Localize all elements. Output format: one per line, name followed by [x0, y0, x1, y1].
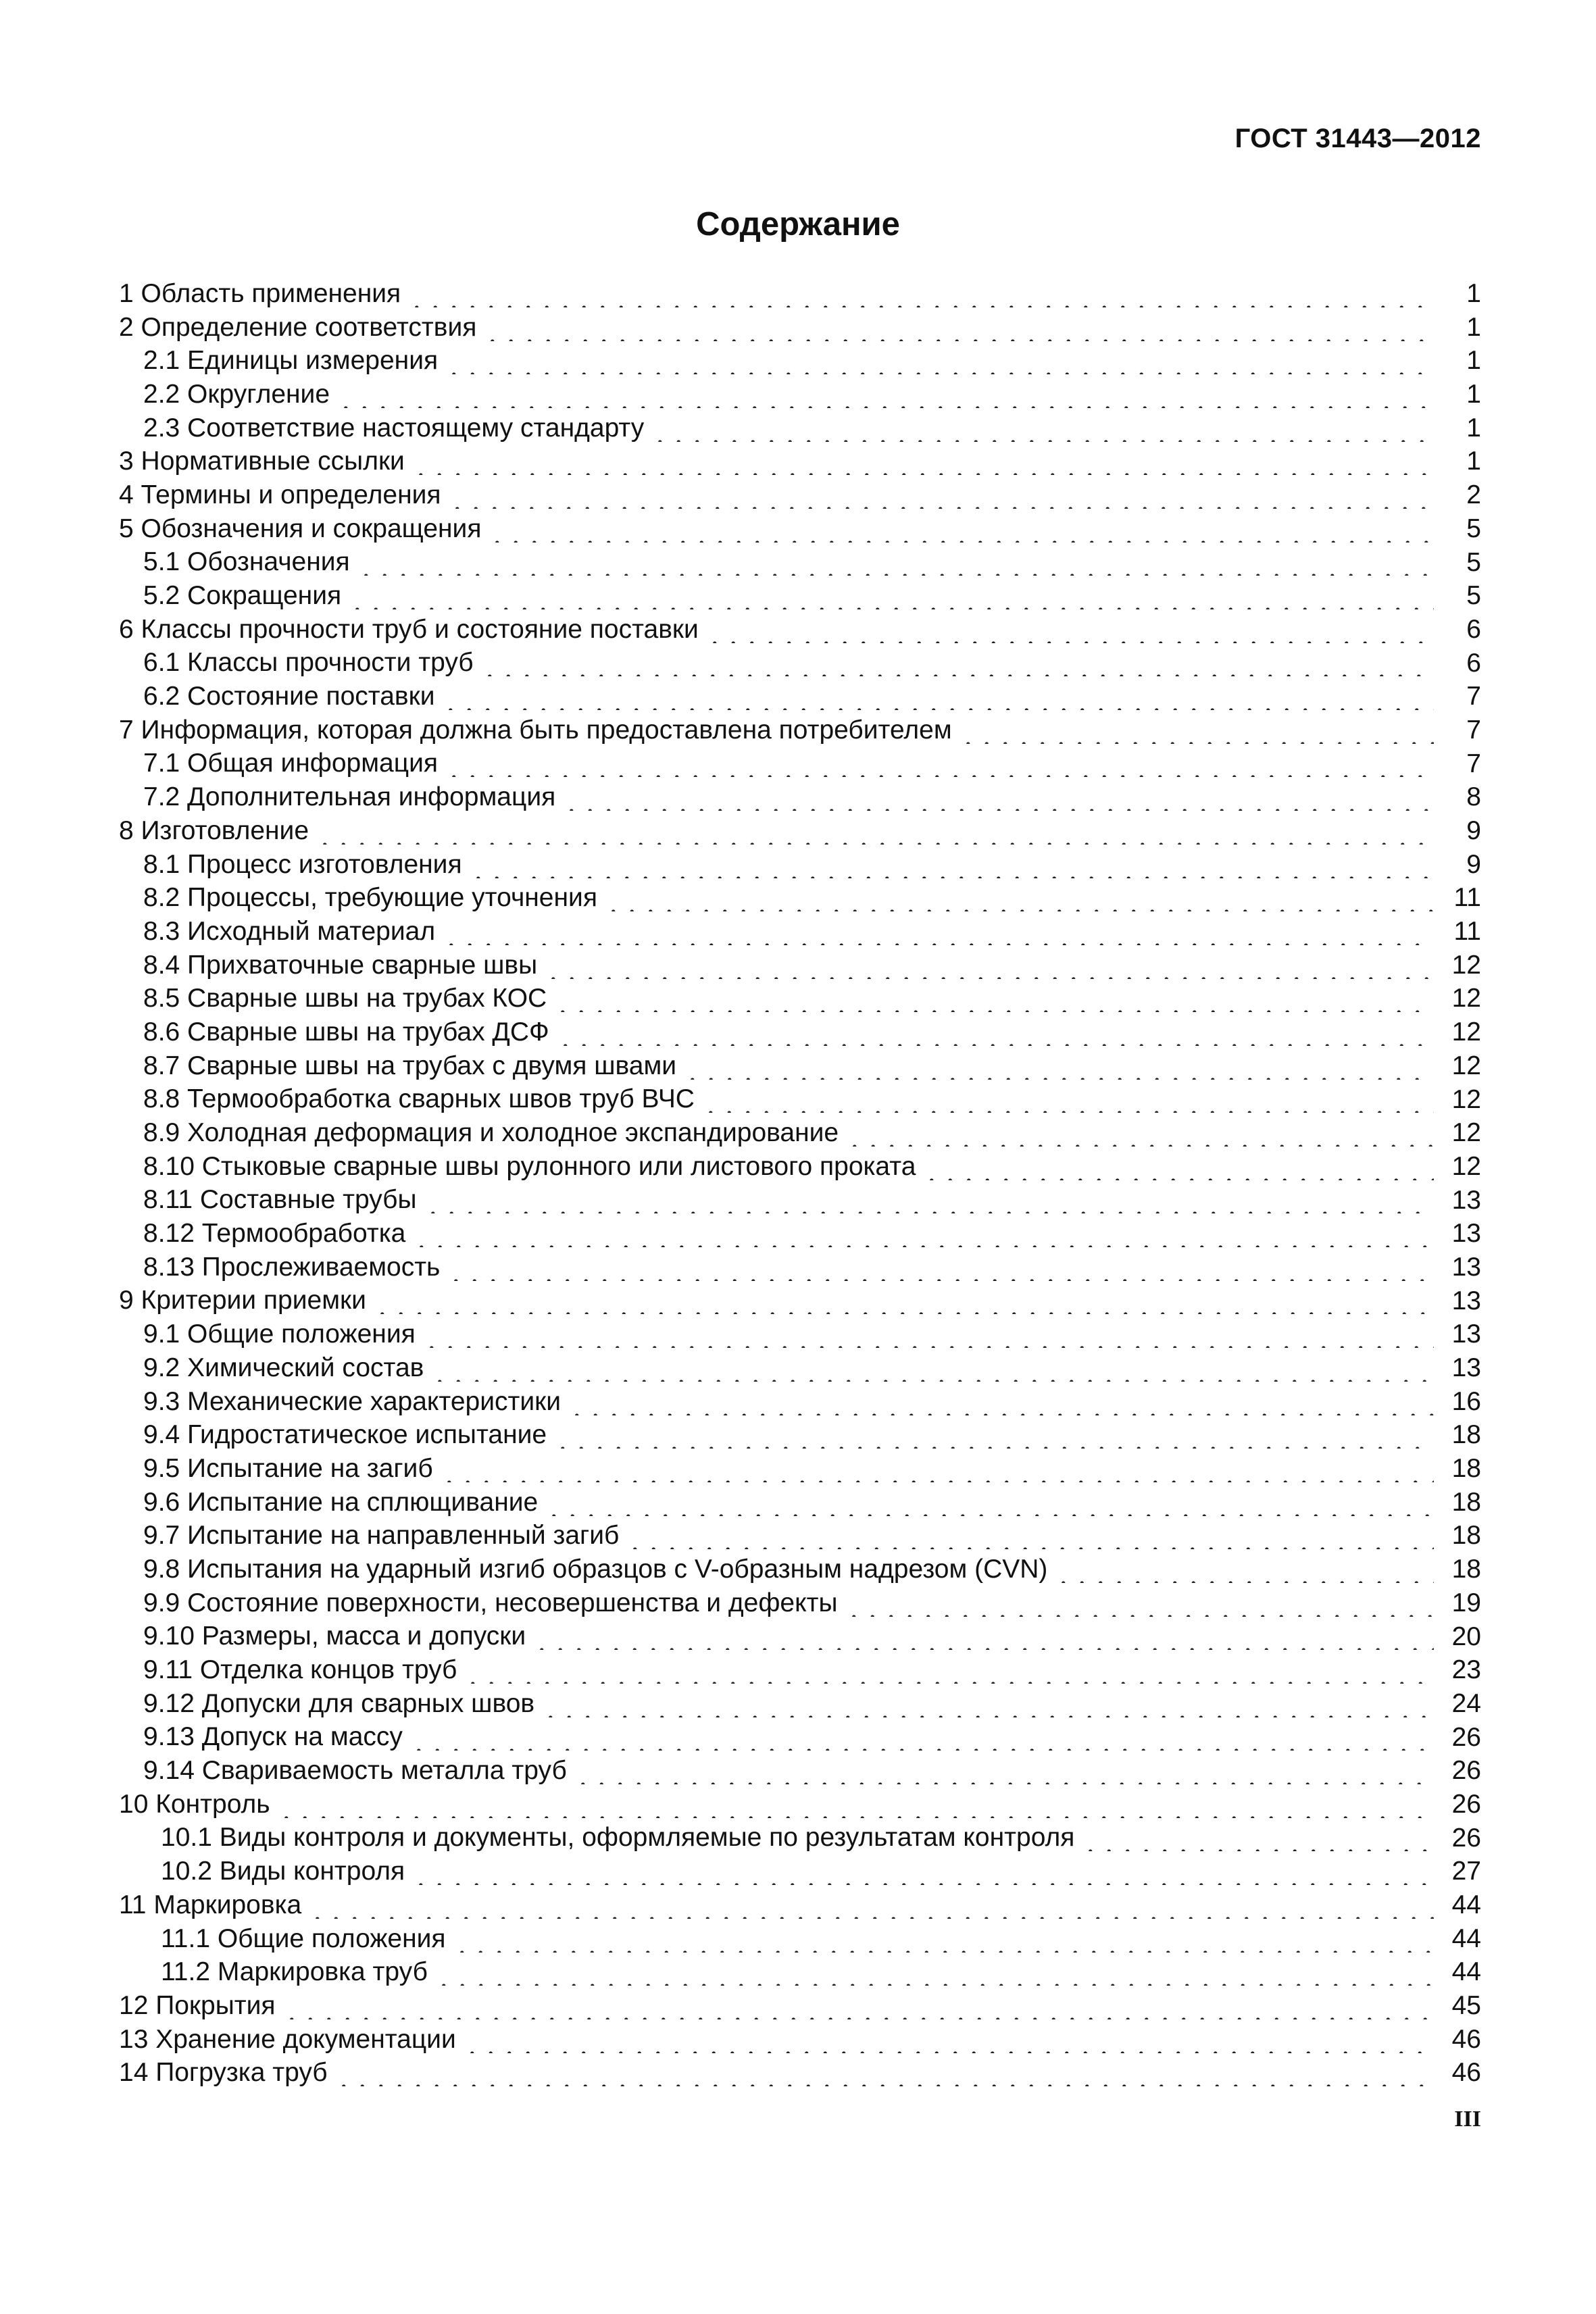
toc-entry-page: 19: [1451, 1588, 1481, 1617]
toc-entry-page: 18: [1451, 1487, 1481, 1517]
toc-entry-page: 26: [1451, 1789, 1481, 1819]
toc-dot-leader: [430, 1355, 1434, 1382]
toc-entry-label: 9.9 Состояние поверхности, несовершенства и дефекты: [143, 1588, 838, 1617]
toc-entry-label: 8.2 Процессы, требующие уточнения: [143, 883, 597, 913]
toc-dot-leader: [357, 549, 1434, 576]
toc-entry[interactable]: [119, 982, 1481, 1015]
toc-entry-label: 7.1 Общая информация: [143, 749, 438, 778]
toc-entry-label: 9.10 Размеры, масса и допуски: [143, 1621, 526, 1651]
toc-entry[interactable]: [119, 1452, 1481, 1486]
toc-dot-leader: [422, 1321, 1434, 1348]
toc-entry[interactable]: [119, 1922, 1481, 1956]
toc-entry-page: 44: [1451, 1923, 1481, 1953]
toc-dot-leader: [336, 381, 1434, 408]
toc-entry-page: 1: [1466, 380, 1481, 409]
toc-entry[interactable]: [119, 814, 1481, 848]
toc-entry-page: 11: [1453, 883, 1481, 913]
toc-entry-label: 2 Определение соответствия: [119, 312, 477, 342]
toc-dot-leader: [277, 1791, 1434, 1818]
toc-entry-label: 5.1 Обозначения: [143, 547, 350, 577]
toc-entry-page: 1: [1466, 279, 1481, 308]
toc-entry[interactable]: [119, 1486, 1481, 1519]
toc-dot-leader: [545, 1489, 1434, 1516]
toc-dot-leader: [412, 448, 1434, 475]
toc-dot-leader: [604, 884, 1434, 911]
toc-entry-page: 7: [1466, 749, 1481, 778]
toc-entry-page: 9: [1466, 849, 1481, 879]
toc-dot-leader: [845, 1120, 1434, 1147]
toc-entry[interactable]: [119, 512, 1481, 546]
toc-dot-leader: [453, 1926, 1434, 1953]
toc-dot-leader: [464, 1657, 1434, 1684]
toc-dot-leader: [626, 1522, 1434, 1549]
toc-dot-leader: [683, 1053, 1434, 1080]
toc-entry[interactable]: [119, 546, 1481, 580]
toc-dot-leader: [373, 1287, 1434, 1314]
toc-entry-page: 18: [1451, 1555, 1481, 1584]
toc-entry-page: 44: [1451, 1890, 1481, 1919]
toc-entry[interactable]: [119, 1586, 1481, 1620]
toc-entry[interactable]: [119, 613, 1481, 647]
toc-entry-page: 18: [1451, 1521, 1481, 1551]
toc-entry-label: 8.10 Стыковые сварные швы рулонного или листового проката: [143, 1151, 916, 1181]
toc-entry-page: 18: [1451, 1454, 1481, 1484]
toc-dot-leader: [1054, 1556, 1434, 1583]
toc-dot-leader: [922, 1153, 1434, 1180]
toc-entry[interactable]: [119, 344, 1481, 378]
toc-entry[interactable]: [119, 1150, 1481, 1184]
toc-entry-page: 11: [1453, 917, 1481, 947]
toc-entry-page: 8: [1466, 782, 1481, 812]
toc-entry[interactable]: [119, 1418, 1481, 1452]
toc-entry-label: 12 Покрытия: [119, 1990, 276, 2020]
toc-entry-page: 5: [1466, 513, 1481, 543]
toc-entry[interactable]: [119, 478, 1481, 512]
toc-dot-leader: [574, 1757, 1434, 1784]
toc-entry-page: 27: [1451, 1857, 1481, 1886]
toc-entry[interactable]: [119, 680, 1481, 713]
toc-dot-leader: [316, 818, 1434, 845]
toc-entry-label: 2.3 Соответствие настоящему стандарту: [143, 413, 645, 443]
toc-entry[interactable]: [119, 1888, 1481, 1922]
toc-entry-page: 12: [1451, 984, 1481, 1013]
toc-entry[interactable]: [119, 411, 1481, 445]
toc-entry-page: 9: [1466, 816, 1481, 845]
toc-entry-page: 46: [1451, 2024, 1481, 2054]
toc-entry[interactable]: [119, 2056, 1481, 2090]
toc-entry-label: 6.1 Классы прочности труб: [143, 648, 474, 678]
toc-entry-label: 13 Хранение документации: [119, 2024, 456, 2054]
toc-entry-label: 7.2 Дополнительная информация: [143, 782, 556, 812]
toc-entry-page: 6: [1466, 648, 1481, 678]
toc-entry-label: 8.7 Сварные швы на трубах с двумя швами: [143, 1051, 677, 1080]
toc-entry[interactable]: [119, 713, 1481, 747]
toc-entry-page: 1: [1466, 312, 1481, 342]
toc-entry[interactable]: [119, 780, 1481, 814]
toc-entry-label: 7 Информация, которая должна быть предоставлена потребителем: [119, 715, 952, 745]
toc-dot-leader: [651, 415, 1434, 442]
toc-entry-label: 9.4 Гидростатическое испытание: [143, 1420, 547, 1450]
toc-entry-label: 8.1 Процесс изготовления: [143, 849, 462, 879]
toc-entry[interactable]: [119, 1754, 1481, 1788]
toc-entry-page: 12: [1451, 1084, 1481, 1114]
toc-dot-leader: [441, 683, 1434, 710]
toc-entry-page: 5: [1466, 581, 1481, 611]
toc-entry-page: 46: [1451, 2058, 1481, 2088]
toc-entry-page: 1: [1466, 346, 1481, 376]
toc-dot-leader: [348, 582, 1434, 609]
toc-entry-label: 5.2 Сокращения: [143, 581, 342, 611]
toc-entry[interactable]: [119, 1015, 1481, 1049]
toc-dot-leader: [483, 314, 1434, 341]
toc-entry[interactable]: [119, 1687, 1481, 1721]
toc-entry-page: 23: [1451, 1655, 1481, 1685]
toc-entry-page: 12: [1451, 1017, 1481, 1047]
toc-entry-page: 20: [1451, 1621, 1481, 1651]
toc-entry[interactable]: [119, 1049, 1481, 1083]
toc-entry[interactable]: [119, 1721, 1481, 1755]
toc-entry-page: 1: [1466, 447, 1481, 476]
toc-entry-page: 18: [1451, 1420, 1481, 1450]
toc-dot-leader: [448, 482, 1434, 509]
toc-entry-label: 8.8 Термообработка сварных швов труб ВЧС: [143, 1084, 695, 1114]
toc-dot-leader: [469, 851, 1434, 878]
toc-entry[interactable]: [119, 1653, 1481, 1687]
toc-entry-label: 11.2 Маркировка труб: [161, 1957, 428, 1987]
toc-entry-label: 2.2 Округление: [143, 379, 330, 409]
toc-entry-label: 8.3 Исходный материал: [143, 916, 436, 946]
toc-entry[interactable]: [119, 445, 1481, 478]
toc-entry[interactable]: [119, 579, 1481, 613]
toc-entry[interactable]: [119, 881, 1481, 915]
toc-dot-leader: [701, 1086, 1434, 1113]
toc-entry[interactable]: [119, 1116, 1481, 1150]
toc-entry[interactable]: [119, 1385, 1481, 1419]
toc-entry[interactable]: [119, 1821, 1481, 1855]
toc-entry-label: 6 Классы прочности труб и состояние поставки: [119, 614, 699, 644]
toc-dot-leader: [480, 649, 1434, 676]
toc-entry-page: 45: [1451, 1991, 1481, 2021]
toc-entry-label: 9.11 Отделка концов труб: [143, 1655, 457, 1685]
toc-dot-leader: [447, 1254, 1434, 1281]
toc-entry[interactable]: [119, 1083, 1481, 1117]
toc-dot-leader: [562, 784, 1434, 811]
toc-entry[interactable]: [119, 2023, 1481, 2057]
toc-entry[interactable]: [119, 1989, 1481, 2023]
toc-entry[interactable]: [119, 1955, 1481, 1989]
toc-entry[interactable]: [119, 747, 1481, 781]
toc-dot-leader: [445, 750, 1434, 777]
toc-entry-page: 13: [1451, 1185, 1481, 1215]
toc-entry-label: 5 Обозначения и сокращения: [119, 513, 482, 543]
toc-entry-label: 9.1 Общие положения: [143, 1319, 416, 1349]
toc-entry-page: 6: [1466, 614, 1481, 644]
toc-dot-leader: [440, 1455, 1434, 1482]
toc-dot-leader: [541, 1690, 1434, 1717]
toc-dot-leader: [334, 2059, 1434, 2086]
toc-entry-page: 12: [1451, 1051, 1481, 1080]
toc-entry-page: 26: [1451, 1756, 1481, 1786]
toc-entry-label: 9.3 Механические характеристики: [143, 1386, 561, 1416]
page-title: Содержание: [696, 206, 900, 243]
toc-entry-label: 8.5 Сварные швы на трубах КОС: [143, 984, 547, 1013]
toc-entry-label: 14 Погрузка труб: [119, 2058, 328, 2088]
toc-entry-page: 44: [1451, 1957, 1481, 1987]
toc-dot-leader: [532, 1623, 1434, 1650]
toc-entry-label: 3 Нормативные ссылки: [119, 447, 405, 476]
toc-dot-leader: [445, 347, 1434, 374]
document-standard-header: ГОСТ 31443—2012: [1235, 124, 1481, 153]
toc-dot-leader: [308, 1892, 1434, 1919]
toc-entry[interactable]: [119, 1519, 1481, 1553]
toc-entry-label: 8.6 Сварные швы на трубах ДСФ: [143, 1017, 549, 1047]
toc-entry-label: 10.2 Виды контроля: [161, 1857, 405, 1886]
toc-dot-leader: [705, 616, 1434, 643]
toc-entry[interactable]: [119, 1855, 1481, 1888]
toc-entry-label: 9.7 Испытание на направленный загиб: [143, 1521, 620, 1551]
toc-entry-page: 13: [1451, 1219, 1481, 1249]
toc-entry[interactable]: [119, 1788, 1481, 1821]
toc-entry-page: 13: [1451, 1252, 1481, 1282]
toc-dot-leader: [434, 1959, 1434, 1986]
toc-entry[interactable]: [119, 378, 1481, 411]
toc-entry[interactable]: [119, 647, 1481, 680]
toc-entry-page: 13: [1451, 1319, 1481, 1349]
toc-dot-leader: [424, 1186, 1434, 1213]
toc-entry[interactable]: [119, 1553, 1481, 1586]
toc-entry[interactable]: [119, 277, 1481, 311]
toc-entry-label: 8.9 Холодная деформация и холодное экспандирование: [143, 1118, 839, 1148]
toc-entry-page: 13: [1451, 1353, 1481, 1382]
toc-entry-page: 7: [1466, 715, 1481, 745]
toc-entry[interactable]: [119, 1251, 1481, 1284]
toc-entry-label: 9.5 Испытание на загиб: [143, 1453, 433, 1483]
toc-entry-page: 5: [1466, 547, 1481, 577]
toc-entry[interactable]: [119, 848, 1481, 882]
toc-dot-leader: [409, 1724, 1434, 1751]
toc-entry-label: 9.6 Испытание на сплющивание: [143, 1487, 539, 1517]
toc-dot-leader: [412, 1858, 1434, 1885]
toc-entry-page: 13: [1451, 1286, 1481, 1315]
toc-dot-leader: [282, 1992, 1435, 2019]
toc-entry-label: 9.8 Испытания на ударный изгиб образцов с V-образным надрезом (CVN): [143, 1554, 1048, 1584]
toc-entry-page: 24: [1451, 1688, 1481, 1718]
toc-entry[interactable]: [119, 1284, 1481, 1318]
toc-entry-label: 9.14 Свариваемость металла труб: [143, 1756, 567, 1786]
toc-entry-label: 11 Маркировка: [119, 1890, 302, 1919]
toc-entry-label: 11.1 Общие положения: [161, 1923, 446, 1953]
toc-entry-label: 1 Область применения: [119, 278, 401, 308]
toc-entry-label: 10 Контроль: [119, 1789, 270, 1819]
table-of-contents: [119, 277, 1481, 2090]
toc-entry-page: 7: [1466, 682, 1481, 711]
toc-entry-label: 8.13 Прослеживаемость: [143, 1252, 441, 1282]
toc-entry-label: 9 Критерии приемки: [119, 1286, 366, 1315]
page-number: III: [1454, 2107, 1481, 2132]
toc-entry-label: 9.13 Допуск на массу: [143, 1722, 403, 1752]
toc-dot-leader: [412, 1220, 1434, 1247]
toc-entry-label: 8 Изготовление: [119, 815, 309, 845]
toc-entry-label: 2.1 Единицы измерения: [143, 346, 439, 376]
toc-entry[interactable]: [119, 949, 1481, 982]
toc-entry-label: 8.12 Термообработка: [143, 1219, 406, 1249]
toc-dot-leader: [488, 515, 1434, 543]
toc-dot-leader: [553, 985, 1434, 1012]
toc-entry-label: 9.2 Химический состав: [143, 1353, 424, 1382]
toc-entry-page: 1: [1466, 413, 1481, 443]
toc-entry-label: 6.2 Состояние поставки: [143, 682, 435, 711]
toc-dot-leader: [463, 2026, 1434, 2053]
toc-entry[interactable]: [119, 1184, 1481, 1217]
toc-dot-leader: [407, 280, 1434, 307]
toc-dot-leader: [568, 1388, 1434, 1415]
toc-dot-leader: [442, 918, 1434, 945]
toc-entry-page: 16: [1451, 1386, 1481, 1416]
toc-entry-page: 26: [1451, 1823, 1481, 1853]
toc-dot-leader: [959, 717, 1434, 744]
toc-entry[interactable]: [119, 915, 1481, 949]
toc-entry-page: 26: [1451, 1722, 1481, 1752]
toc-dot-leader: [544, 952, 1434, 979]
toc-entry[interactable]: [119, 311, 1481, 345]
toc-dot-leader: [1081, 1824, 1434, 1851]
toc-dot-leader: [553, 1422, 1434, 1449]
toc-entry[interactable]: [119, 1217, 1481, 1251]
toc-dot-leader: [845, 1590, 1434, 1617]
toc-entry[interactable]: [119, 1351, 1481, 1385]
toc-entry-page: 12: [1451, 1118, 1481, 1148]
toc-entry-page: 12: [1451, 950, 1481, 980]
toc-entry-page: 2: [1466, 480, 1481, 510]
toc-entry-label: 4 Термины и определения: [119, 480, 441, 509]
toc-entry-label: 8.4 Прихваточные сварные швы: [143, 950, 538, 980]
toc-entry-label: 9.12 Допуски для сварных швов: [143, 1688, 535, 1718]
toc-entry-page: 12: [1451, 1151, 1481, 1181]
toc-entry[interactable]: [119, 1317, 1481, 1351]
toc-dot-leader: [556, 1019, 1434, 1046]
toc-entry-label: 8.11 Составные трубы: [143, 1185, 417, 1215]
toc-entry-label: 10.1 Виды контроля и документы, оформляемые по результатам контроля: [161, 1823, 1075, 1853]
toc-entry[interactable]: [119, 1620, 1481, 1654]
